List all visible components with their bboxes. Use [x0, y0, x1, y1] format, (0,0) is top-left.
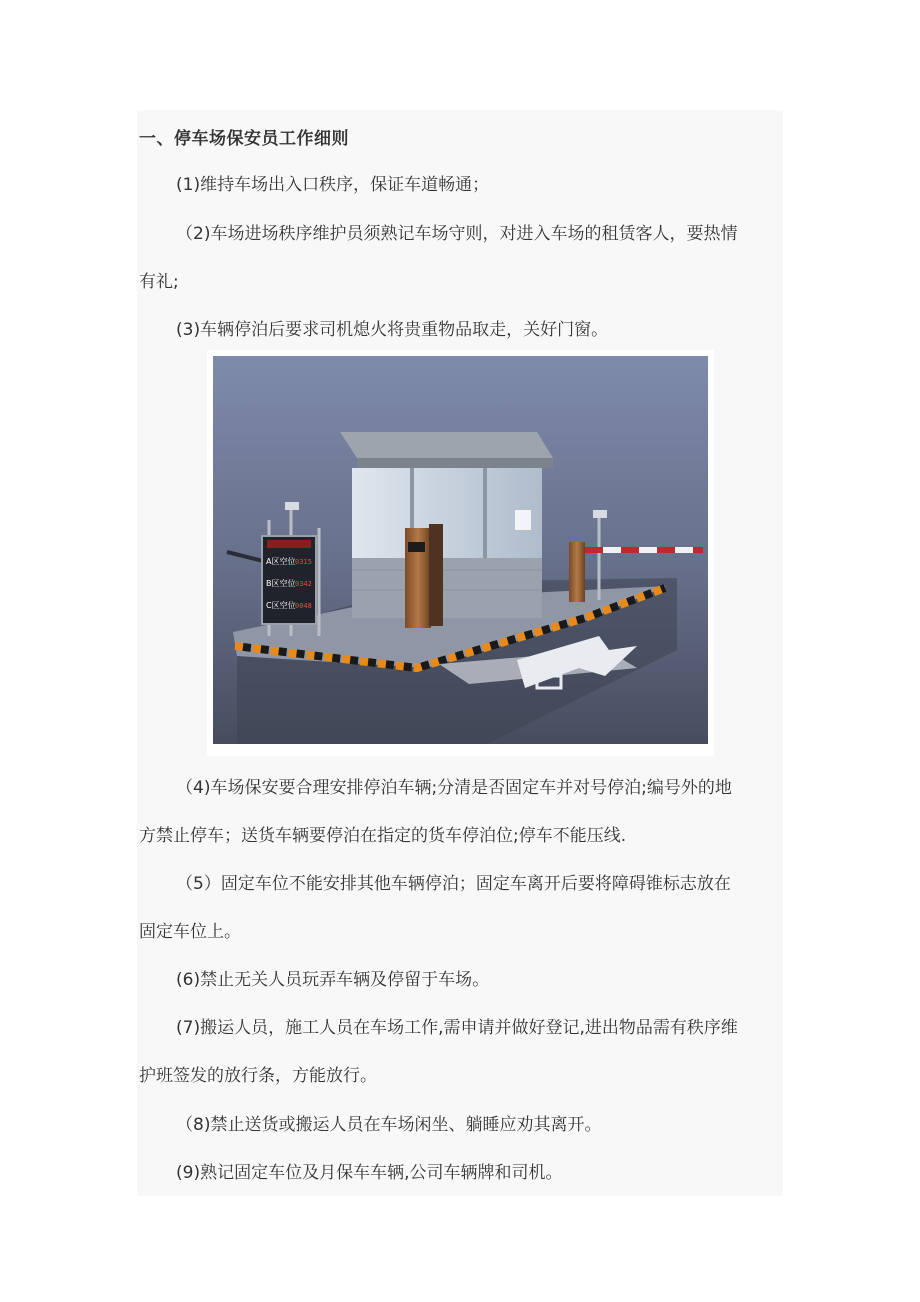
rule-2-line-b: 有礼;	[139, 272, 179, 292]
barrier-cabinet	[569, 542, 585, 602]
ticket-machine-screen	[408, 542, 425, 552]
sign-row-b: B区空位	[266, 579, 296, 588]
rule-7-line-a: (7)搬运人员，施工人员在车场工作,需申请并做好登记,进出物品需有秩序维	[176, 1018, 738, 1038]
parking-booth-svg	[207, 350, 714, 756]
sign-count-a: 0315	[295, 558, 312, 566]
camera-icon	[285, 502, 299, 510]
rule-5-line-a: （5）固定车位不能安排其他车辆停泊；固定车离开后要将障碍锥标志放在	[176, 874, 731, 894]
booth-base	[352, 558, 542, 618]
rule-5-line-b: 固定车位上。	[139, 922, 241, 942]
rule-7-line-b: 护班签发的放行条，方能放行。	[139, 1066, 377, 1086]
rule-4-line-a: （4)车场保安要合理安排停泊车辆;分清是否固定车并对号停泊;编号外的地	[176, 778, 732, 798]
sign-header	[267, 540, 311, 548]
sign-row-c: C区空位	[266, 601, 296, 610]
booth-roof	[340, 432, 553, 458]
rule-4-line-b: 方禁止停车；送货车辆要停泊在指定的货车停泊位;停车不能压线.	[139, 826, 627, 846]
sign-count-c: 0048	[295, 602, 312, 610]
ticket-machine-side	[429, 524, 443, 626]
rule-6-line: (6)禁止无关人员玩弄车辆及停留于车场。	[176, 970, 490, 990]
rule-3-line: (3)车辆停泊后要求司机熄火将贵重物品取走，关好门窗。	[176, 320, 609, 340]
sign-row-a: A区空位	[266, 557, 296, 566]
booth-roof-edge	[357, 458, 553, 468]
camera-icon	[593, 510, 607, 518]
rule-9-line: (9)熟记固定车位及月保车车辆,公司车辆牌和司机。	[176, 1163, 563, 1183]
booth-glass	[352, 468, 542, 558]
booth-window-notice	[515, 510, 531, 530]
sign-count-b: 0342	[295, 580, 312, 588]
barrier-arm	[585, 547, 703, 553]
rule-2-line-a: （2)车场进场秩序维护员须熟记车场守则，对进入车场的租赁客人，要热情	[176, 224, 738, 244]
parking-booth-illustration	[207, 350, 714, 756]
rule-8-line: （8)禁止送货或搬运人员在车场闲坐、躺睡应劝其离开。	[176, 1115, 602, 1135]
section-heading: 一、停车场保安员工作细则	[139, 129, 349, 149]
rule-1-line: (1)维持车场出入口秩序，保证车道畅通；	[176, 175, 490, 195]
